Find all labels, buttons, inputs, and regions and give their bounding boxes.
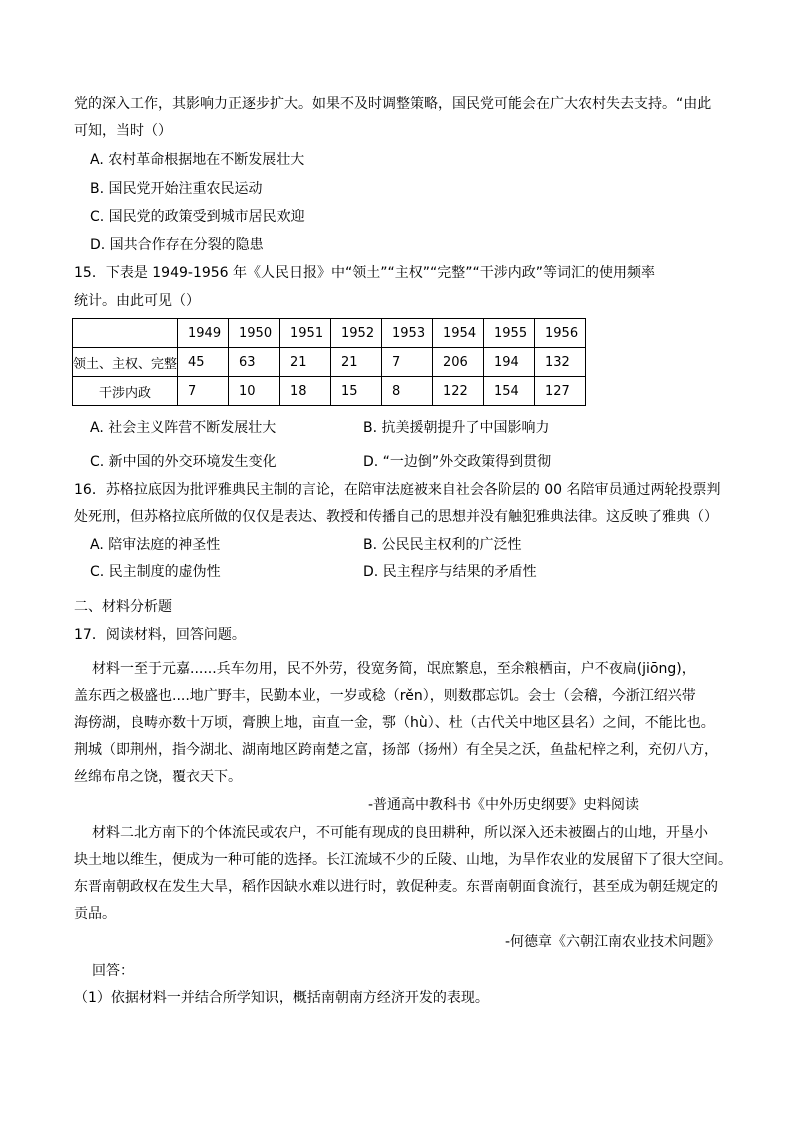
material-2-line: 贡品。: [74, 906, 116, 922]
year-cell: 1952: [331, 319, 382, 348]
value-cell: 7: [382, 348, 433, 377]
value-cell: 8: [382, 377, 433, 406]
value-cell: 132: [535, 348, 586, 377]
value-cell: 15: [331, 377, 382, 406]
value-cell: 10: [229, 377, 280, 406]
value-cell: 45: [178, 348, 229, 377]
year-cell: 1955: [484, 319, 535, 348]
material-1-line: 丝绵布帛之饶，覆衣天下。: [74, 769, 242, 785]
material-2-line: 材料二北方南下的个体流民或农户，不可能有现成的良田耕种，所以深入还未被圈占的山地，开垦小: [92, 825, 708, 841]
q15-option-b: B. 抗美援朝提升了中国影响力: [363, 420, 550, 436]
q15-stem-line-2: 统计。由此可见（）: [74, 293, 200, 309]
year-cell: 1950: [229, 319, 280, 348]
material-1-line: 海傍湖，良畴亦数十万顷，膏腴上地，亩直一金，鄠（hù）、杜（古代关中地区县名）之间，不能比也。: [74, 715, 715, 731]
value-cell: 194: [484, 348, 535, 377]
table-corner-cell: [73, 319, 178, 348]
section-heading: 二、材料分析题: [74, 599, 172, 615]
table-row: [73, 377, 586, 406]
q14-continuation-line-1: 党的深入工作，其影响力正逐步扩大。如果不及时调整策略，国民党可能会在广大农村失去支持。“由此: [74, 96, 712, 112]
q16-option-a: A. 陪审法庭的神圣性: [90, 537, 221, 553]
q14-option-d: D. 国共合作存在分裂的隐患: [90, 237, 264, 253]
q14-option-c: C. 国民党的政策受到城市居民欢迎: [90, 209, 305, 225]
q16-option-d: D. 民主程序与结果的矛盾性: [363, 564, 537, 580]
q14-option-b: B. 国民党开始注重农民运动: [90, 181, 263, 197]
q15-option-d: D. “一边倒”外交政策得到贯彻: [363, 454, 552, 470]
value-cell: 127: [535, 377, 586, 406]
material-1-source: -普通高中教科书《中外历史纲要》史料阅读: [368, 797, 640, 813]
value-cell: 21: [280, 348, 331, 377]
q17-stem: 17．阅读材料，回答问题。: [74, 627, 246, 643]
material-1-line: 材料一至于元嘉......兵车勿用，民不外劳，役宽务简，氓庶繁息，至余粮栖亩，户不夜扃(jiōng)，: [92, 661, 696, 677]
q15-stem-line-1: 15．下表是 1949-1956 年《人民日报》中“领土”“主权”“完整”“干涉内政”等词汇的使用频率: [74, 265, 656, 281]
value-cell: 21: [331, 348, 382, 377]
material-2-line: 块土地以维生，便成为一种可能的选择。长江流域不少的丘陵、山地，为旱作农业的发展留下了很大空间。: [74, 852, 732, 868]
year-cell: 1951: [280, 319, 331, 348]
value-cell: 154: [484, 377, 535, 406]
value-cell: 206: [433, 348, 484, 377]
table-header-row: [73, 319, 586, 348]
year-cell: 1954: [433, 319, 484, 348]
q16-option-b: B. 公民民主权利的广泛性: [363, 537, 522, 553]
material-1-line: 荆城（即荆州，指今湖北、湖南地区跨南楚之富，扬部（扬州）有全吴之沃，鱼盐杞梓之利，充仞八方，: [74, 742, 718, 758]
q14-continuation-line-2: 可知，当时（）: [74, 123, 172, 139]
answer-label: 回答：: [92, 963, 134, 979]
q16-option-c: C. 民主制度的虚伪性: [90, 564, 221, 580]
value-cell: 122: [433, 377, 484, 406]
value-cell: 7: [178, 377, 229, 406]
year-cell: 1956: [535, 319, 586, 348]
value-cell: 18: [280, 377, 331, 406]
q14-option-a: A. 农村革命根据地在不断发展壮大: [90, 152, 305, 168]
year-cell: 1953: [382, 319, 433, 348]
sub-question-1: （1）依据材料一并结合所学知识，概括南朝南方经济开发的表现。: [74, 990, 489, 1006]
q15-option-a: A. 社会主义阵营不断发展壮大: [90, 420, 277, 436]
q16-stem-line-2: 处死刑，但苏格拉底所做的仅仅是表达、教授和传播自己的思想并没有触犯雅典法律。这反映了雅典（）: [74, 509, 718, 525]
value-cell: 63: [229, 348, 280, 377]
row-label-cell: 干涉内政: [73, 377, 178, 406]
q16-stem-line-1: 16．苏格拉底因为批评雅典民主制的言论，在陪审法庭被来自社会各阶层的 00 名陪审员通过两轮投票判: [74, 482, 721, 498]
table-row: [73, 348, 586, 377]
q15-option-c: C. 新中国的外交环境发生变化: [90, 454, 277, 470]
word-frequency-table: [72, 318, 586, 406]
material-2-source: -何德章《六朝江南农业技术问题》: [505, 934, 721, 950]
material-2-line: 东晋南朝政权在发生大旱，稻作因缺水难以进行时，敦促种麦。东晋南朝面食流行，甚至成为朝廷规定的: [74, 879, 718, 895]
year-cell: 1949: [178, 319, 229, 348]
material-1-line: 盖东西之极盛也....地广野丰，民勤本业，一岁或稔（rěn），则数郡忘饥。会士（会稽，今浙江绍兴带: [74, 688, 696, 704]
row-label-cell: 领土、主权、完整: [73, 348, 178, 377]
